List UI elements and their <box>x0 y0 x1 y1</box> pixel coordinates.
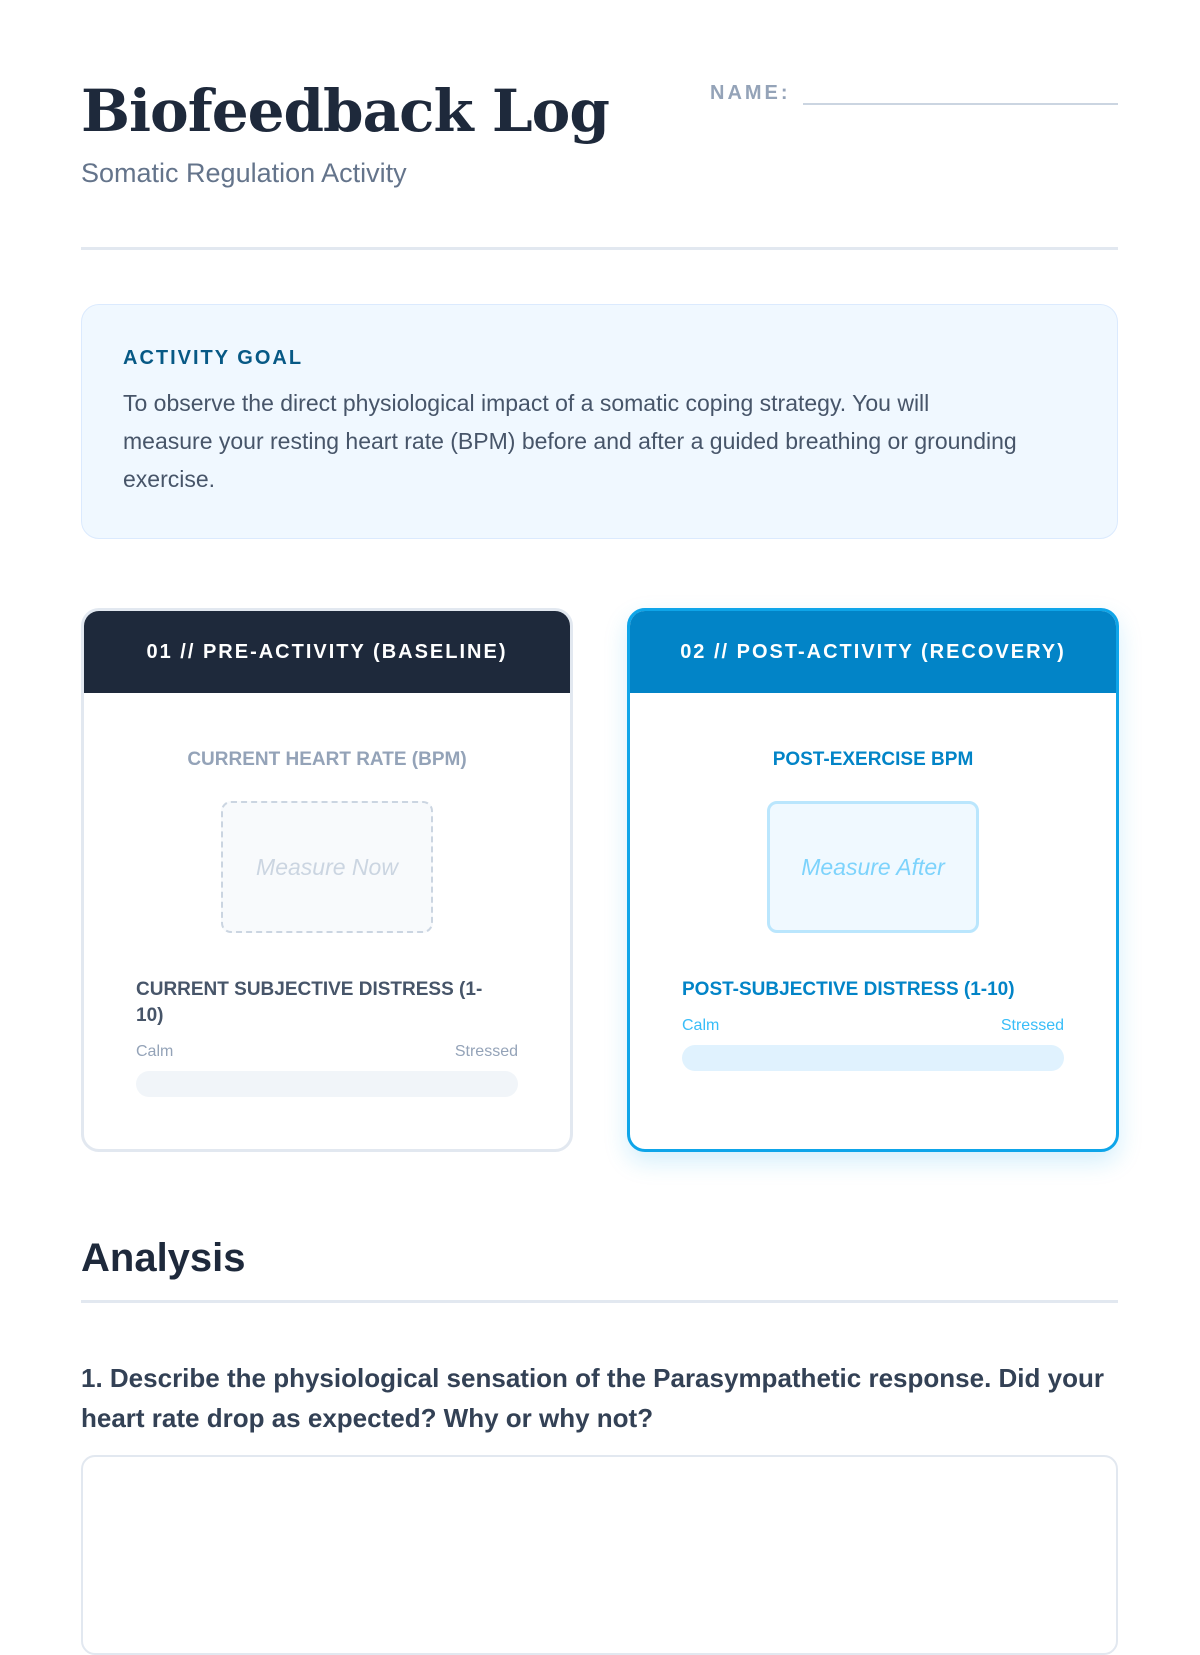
post-distress-slider[interactable] <box>682 1045 1064 1071</box>
activity-goal-panel <box>81 304 1118 539</box>
analysis-divider <box>81 1300 1118 1303</box>
pre-activity-card <box>81 608 573 1152</box>
post-distress-scale-labels <box>682 1017 1064 1035</box>
post-heart-rate-placeholder: Measure After <box>801 853 945 880</box>
pre-activity-card-title: 01 // PRE-ACTIVITY (BASELINE) <box>84 611 570 693</box>
name-label: NAME: <box>710 82 791 104</box>
analysis-answer-box-1[interactable] <box>81 1455 1118 1655</box>
analysis-heading: Analysis <box>81 1236 246 1280</box>
page-subtitle: Somatic Regulation Activity <box>81 158 407 188</box>
post-activity-card <box>627 608 1119 1152</box>
post-activity-card-body <box>630 749 1116 1071</box>
pre-distress-slider[interactable] <box>136 1071 518 1097</box>
pre-heart-rate-input[interactable] <box>221 801 433 933</box>
pre-distress-label: CURRENT SUBJECTIVE DISTRESS (1-10) <box>136 979 483 1026</box>
activity-goal-text: To observe the direct physiological impact of a somatic coping strategy. You will measure your resting heart rate (BPM) before and after a guided breathing or grounding exercise. <box>123 390 1017 492</box>
name-field-group <box>710 80 1118 106</box>
post-scale-high-label: Stressed <box>1000 1017 1064 1034</box>
pre-distress-scale-labels <box>136 1043 518 1061</box>
post-activity-card-title: 02 // POST-ACTIVITY (RECOVERY) <box>630 611 1116 693</box>
name-input-line[interactable] <box>803 103 1118 105</box>
pre-scale-low-label: Calm <box>136 1043 174 1060</box>
post-scale-low-label: Calm <box>682 1017 720 1034</box>
pre-scale-high-label: Stressed <box>454 1043 518 1060</box>
post-heart-rate-input[interactable] <box>767 801 979 933</box>
analysis-question-1: 1. Describe the physiological sensation of the Parasympathetic response. Did your heart rate drop as expected? Why or why not? <box>81 1363 1104 1433</box>
post-heart-rate-label: POST-EXERCISE BPM <box>772 749 974 770</box>
pre-heart-rate-placeholder: Measure Now <box>256 853 398 880</box>
page-title: Biofeedback Log <box>81 77 609 145</box>
activity-goal-title: ACTIVITY GOAL <box>123 347 304 369</box>
header <box>81 0 1118 250</box>
pre-activity-card-body <box>84 749 570 1097</box>
pre-heart-rate-label: CURRENT HEART RATE (BPM) <box>187 749 467 770</box>
post-distress-label: POST-SUBJECTIVE DISTRESS (1-10) <box>682 979 1015 1000</box>
